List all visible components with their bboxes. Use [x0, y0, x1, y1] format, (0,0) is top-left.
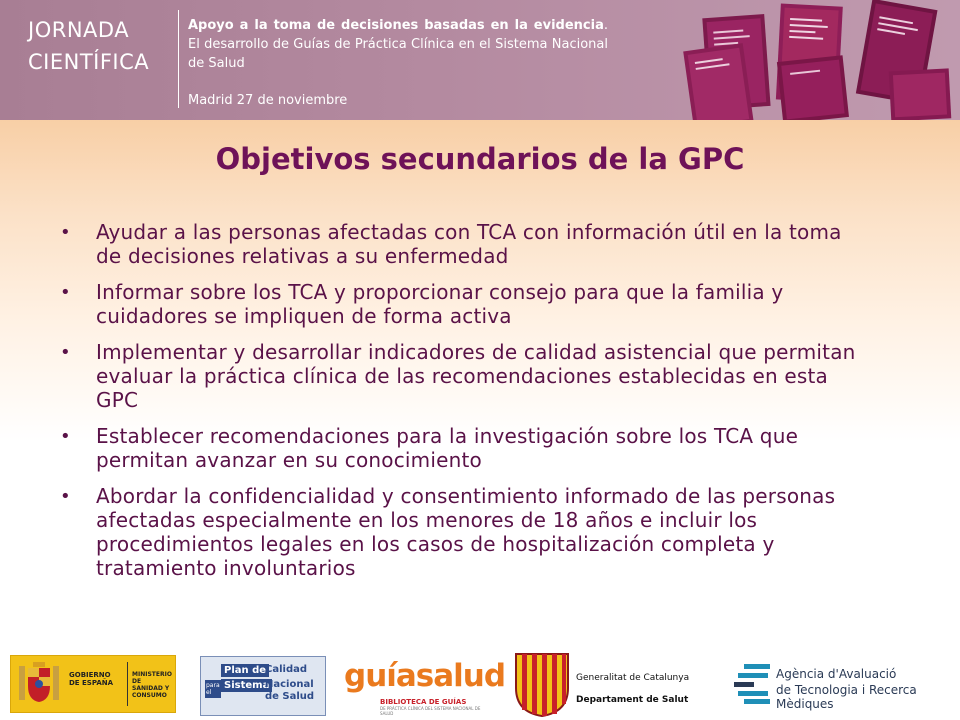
objective-item	[60, 340, 860, 412]
event-line-2: CIENTÍFICA	[28, 50, 150, 74]
gobierno-text: GOBIERNO DE ESPAÑA	[69, 671, 114, 687]
guiasalud-logo	[344, 658, 506, 716]
nacional-word: Nacional	[265, 679, 314, 690]
guiasalud-wordmark: guíasalud	[344, 658, 506, 694]
event-name	[28, 14, 149, 78]
objective-item	[60, 484, 860, 580]
aatrm-logo-icon	[732, 662, 772, 704]
agencia-text-line2: de Tecnologia i Recerca Mèdiques	[776, 683, 917, 711]
bullet-icon: •	[60, 342, 71, 363]
book-6	[889, 68, 952, 120]
generalitat-text: Generalitat de Catalunya	[576, 673, 690, 683]
sponsor-logos	[0, 638, 960, 720]
objectives-list	[60, 220, 860, 592]
header-divider	[178, 10, 179, 108]
objective-text: Informar sobre los TCA y proporcionar consejo para que la familia y cuidadores se impliquen de forma activa	[96, 280, 784, 328]
ministerio-text: MINISTERIO DE SANIDAD Y CONSUMO	[132, 671, 172, 699]
objective-text: Establecer recomendaciones para la investigación sobre los TCA que permitan avanzar en su conocimiento	[96, 424, 799, 472]
departament-text: Departament de Salut	[576, 695, 689, 705]
bullet-icon: •	[60, 282, 71, 303]
bullet-icon: •	[60, 486, 71, 507]
slide-title: Objetivos secundarios de la GPC	[215, 142, 745, 176]
objective-text: Ayudar a las personas afectadas con TCA con información útil en la toma de decisiones relativas a su enfermedad	[96, 220, 842, 268]
sistema-text: Sistema	[221, 679, 272, 692]
event-subtitle	[188, 16, 608, 73]
bullet-icon: •	[60, 426, 71, 447]
guide-books-image	[668, 0, 960, 120]
subtitle-bold: Apoyo a la toma de decisiones basadas en la evidencia	[188, 18, 604, 33]
plan-calidad-logo	[200, 656, 326, 716]
header-banner	[0, 0, 960, 120]
calidad-text: Calidad	[265, 664, 308, 675]
guiasalud-subtitle: BIBLIOTECA DE GUÍAS	[380, 698, 467, 706]
generalitat-shield-icon	[512, 650, 572, 718]
event-date: Madrid 27 de noviembre	[188, 93, 348, 108]
subtitle-rest: . El desarrollo de Guías de Práctica Clínica en el Sistema Nacional de Salud	[188, 18, 608, 71]
guiasalud-small-text: DE PRÁCTICA CLÍNICA DEL SISTEMA NACIONAL DE SALUD	[380, 706, 481, 716]
objective-text: Implementar y desarrollar indicadores de calidad asistencial que permitan evaluar la práctica clínica de las recomendaciones establecidas en esta GPC	[96, 340, 856, 412]
plan-text: Plan de	[221, 664, 269, 677]
coat-of-arms-icon	[15, 660, 63, 708]
book-2	[683, 43, 754, 120]
objective-item	[60, 220, 860, 268]
bullet-icon: •	[60, 222, 71, 243]
logo-separator	[127, 662, 128, 706]
book-4	[777, 55, 849, 120]
objective-item	[60, 280, 860, 328]
agencia-text-line1: Agència d'Avaluació	[776, 667, 897, 681]
gobierno-espana-logo	[10, 655, 176, 713]
objective-text: Abordar la confidencialidad y consentimiento informado de las personas afectadas especialmente en los menores de 18 años e incluir los procedimientos legales en los casos de hospitalización completa y tratamiento involuntarios	[96, 484, 836, 580]
para-el-text: para el	[206, 682, 220, 696]
de-salud-word: de Salud	[265, 691, 315, 702]
objective-item	[60, 424, 860, 472]
event-line-1: JORNADA	[28, 18, 130, 42]
nacional-text	[265, 679, 314, 703]
